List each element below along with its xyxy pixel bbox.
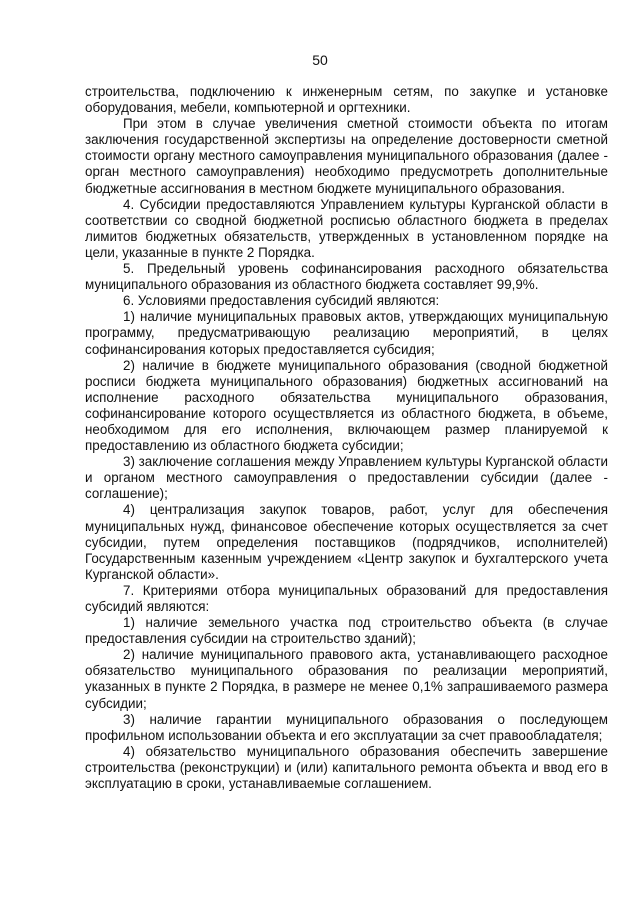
paragraph-criterion-2: 2) наличие муниципального правового акта, устанавливающего расходное обязательство муниципального образования по реализации мероприятий, указанных в пункте 2 Порядка, в размере не менее 0,1% запрашиваемого размера субсидии; bbox=[85, 647, 608, 711]
paragraph-criterion-1: 1) наличие земельного участка под строительство объекта (в случае предоставления субсидии на строительство зданий); bbox=[85, 615, 608, 647]
page-number: 50 bbox=[312, 52, 328, 68]
paragraph-cost-increase: При этом в случае увеличения сметной стоимости объекта по итогам заключения государственной экспертизы на определение достоверности сметной стоимости органу местного самоуправления муниципального образования (далее - орган местного самоуправления) необходимо предусмотреть дополнительные бюджетные ассигнования в местном бюджете муниципального образования. bbox=[85, 116, 608, 196]
paragraph-item-6-heading: 6. Условиями предоставления субсидий являются: bbox=[123, 293, 440, 309]
paragraph-continuation: строительства, подключению к инженерным сетям, по закупке и установке оборудования, мебели, компьютерной и оргтехники. bbox=[85, 84, 608, 116]
paragraph-criterion-4: 4) обязательство муниципального образования обеспечить завершение строительства (реконструкции) и (или) капитального ремонта объекта и ввод его в эксплуатацию в сроки, устанавливаемые соглашением. bbox=[85, 743, 608, 792]
document-body bbox=[85, 84, 608, 792]
paragraph-item-4: 4. Субсидии предоставляются Управлением культуры Курганской области в соответствии со сводной бюджетной росписью областного бюджета в пределах лимитов бюджетных обязательств, утвержденных в установленном порядке на цели, указанные в пункте 2 Порядка. bbox=[85, 196, 608, 260]
paragraph-condition-2: 2) наличие в бюджете муниципального образования (сводной бюджетной росписи бюджета муниципального образования) бюджетных ассигнований на исполнение расходного обязательства муниципального образования, софинансирование которого осуществляется из областного бюджета, в объеме, необходимом для его исполнения, включающем размер планируемой к предоставлению из областного бюджета субсидии; bbox=[85, 357, 608, 454]
paragraph-condition-1: 1) наличие муниципальных правовых актов, утверждающих муниципальную программу, предусматривающую реализацию мероприятий, в целях софинансирования которых предоставляется субсидия; bbox=[85, 309, 608, 357]
paragraph-condition-4: 4) централизация закупок товаров, работ, услуг для обеспечения муниципальных нужд, финансовое обеспечение которых осуществляется за счет субсидии, путем определения поставщиков (подрядчиков, исполнителей) Государственным казенным учреждением «Центр закупок и бухгалтерского учета Курганской области». bbox=[85, 502, 608, 582]
paragraph-criterion-3: 3) наличие гарантии муниципального образования о последующем профильном использовании объекта и его эксплуатации за счет правообладателя; bbox=[85, 711, 608, 743]
paragraph-item-7-heading: 7. Критериями отбора муниципальных образований для предоставления субсидий являются: bbox=[85, 582, 608, 614]
paragraph-item-5: 5. Предельный уровень софинансирования расходного обязательства муниципального образования из областного бюджета составляет 99,9%. bbox=[85, 261, 608, 293]
paragraph-condition-3: 3) заключение соглашения между Управлением культуры Курганской области и органом местного самоуправления о предоставлении субсидии (далее - соглашение); bbox=[85, 454, 608, 502]
